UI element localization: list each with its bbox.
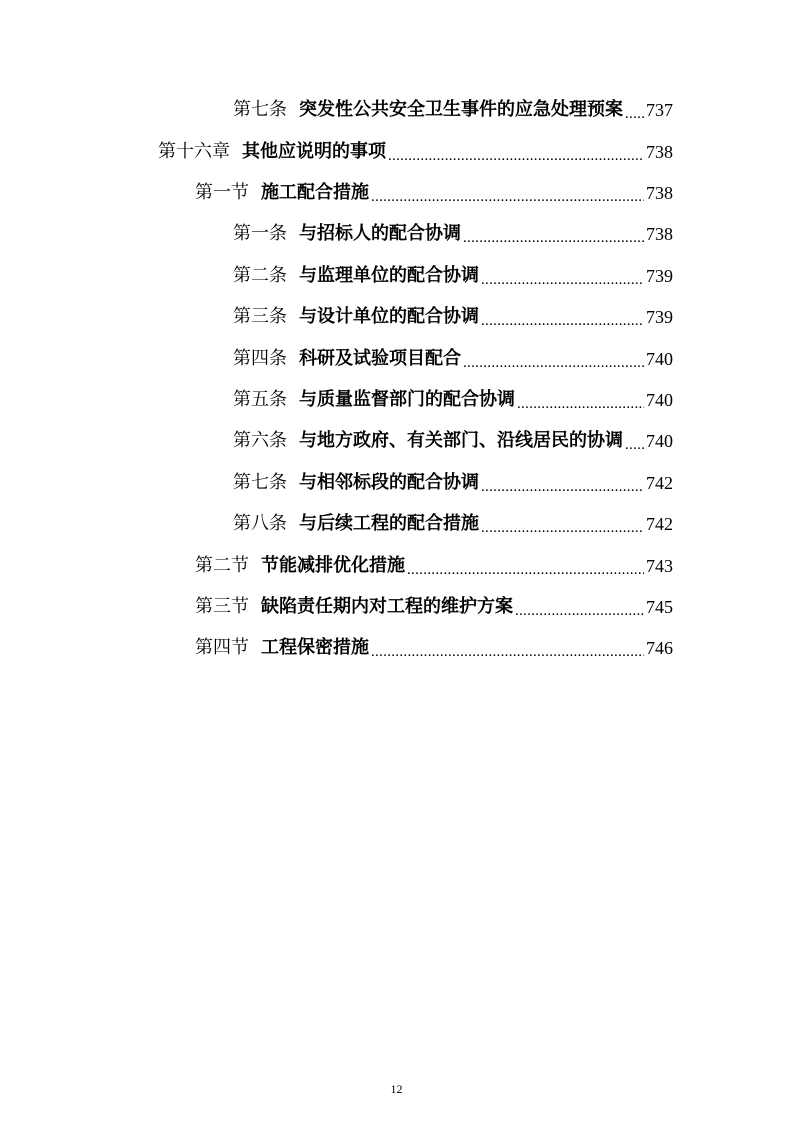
toc-entry[interactable] — [233, 256, 673, 296]
dot-leader — [625, 434, 644, 456]
toc-entry-number: 第一条 — [233, 223, 287, 244]
toc-entry-title: 与相邻标段的配合协调 — [299, 472, 479, 493]
toc-entry-title: 与设计单位的配合协调 — [299, 306, 479, 327]
toc-entry-page: 739 — [646, 266, 673, 286]
toc-entry[interactable] — [233, 463, 673, 503]
dot-leader — [481, 310, 644, 332]
toc-entry-page: 743 — [646, 556, 673, 576]
toc-entry-page: 742 — [646, 514, 673, 534]
toc-entry-number: 第三节 — [195, 596, 249, 617]
dot-leader — [371, 186, 644, 208]
toc-entry-number: 第三条 — [233, 306, 287, 327]
dot-leader — [463, 352, 644, 374]
toc-entry-title: 其他应说明的事项 — [242, 141, 386, 162]
toc-entry-title: 与招标人的配合协调 — [299, 223, 461, 244]
dot-leader — [407, 559, 644, 581]
dot-leader — [463, 227, 644, 249]
footer-page-number: 12 — [390, 1082, 403, 1096]
toc-entry[interactable] — [233, 214, 673, 254]
toc-entry-title: 科研及试验项目配合 — [299, 348, 461, 369]
dot-leader — [515, 600, 644, 622]
toc-entry[interactable] — [233, 380, 673, 420]
toc-entry-number: 第四条 — [233, 348, 287, 369]
toc-entry-title: 工程保密措施 — [261, 637, 369, 658]
toc-entry[interactable] — [233, 421, 673, 461]
toc-entry-page: 738 — [646, 142, 673, 162]
toc-entry-number: 第一节 — [195, 182, 249, 203]
toc-entry-page: 742 — [646, 473, 673, 493]
toc-entry-number: 第八条 — [233, 513, 287, 534]
toc-entry-title: 与地方政府、有关部门、沿线居民的协调 — [299, 430, 623, 451]
toc-entry-title: 施工配合措施 — [261, 182, 369, 203]
toc-entry[interactable] — [195, 628, 673, 668]
toc-entry-number: 第六条 — [233, 430, 287, 451]
toc-entry[interactable] — [233, 339, 673, 379]
toc-entry-title: 与后续工程的配合措施 — [299, 513, 479, 534]
dot-leader — [625, 103, 644, 125]
dot-leader — [517, 393, 644, 415]
toc-entry-number: 第十六章 — [158, 141, 230, 162]
toc-entry-number: 第五条 — [233, 389, 287, 410]
toc-entry-title: 节能减排优化措施 — [261, 555, 405, 576]
toc-entry[interactable] — [195, 587, 673, 627]
dot-leader — [481, 476, 644, 498]
toc-entry-page: 745 — [646, 597, 673, 617]
toc-entry-page: 740 — [646, 431, 673, 451]
toc-entry-page: 738 — [646, 183, 673, 203]
toc-entry-title: 缺陷责任期内对工程的维护方案 — [261, 596, 513, 617]
toc-entry-number: 第二条 — [233, 265, 287, 286]
dot-leader — [481, 517, 644, 539]
toc-entry-title: 与监理单位的配合协调 — [299, 265, 479, 286]
toc-entry-page: 740 — [646, 349, 673, 369]
toc-entry-number: 第二节 — [195, 555, 249, 576]
toc-entry-page: 739 — [646, 307, 673, 327]
toc-entry[interactable] — [195, 546, 673, 586]
toc-entry-page: 740 — [646, 390, 673, 410]
toc-entry-title: 突发性公共安全卫生事件的应急处理预案 — [299, 99, 623, 120]
toc-entry-page: 737 — [646, 100, 673, 120]
dot-leader — [371, 641, 644, 663]
toc-entry-number: 第七条 — [233, 99, 287, 120]
toc-entry[interactable] — [195, 173, 673, 213]
toc-entry-title: 与质量监督部门的配合协调 — [299, 389, 515, 410]
dot-leader — [388, 145, 644, 167]
toc-entry-page: 738 — [646, 224, 673, 244]
toc-entry[interactable] — [233, 297, 673, 337]
toc-entry-page: 746 — [646, 638, 673, 658]
toc-entry[interactable] — [158, 132, 673, 172]
toc-entry-number: 第七条 — [233, 472, 287, 493]
toc-entry[interactable] — [233, 90, 673, 130]
toc-entry-number: 第四节 — [195, 637, 249, 658]
toc-entry[interactable] — [233, 504, 673, 544]
dot-leader — [481, 269, 644, 291]
